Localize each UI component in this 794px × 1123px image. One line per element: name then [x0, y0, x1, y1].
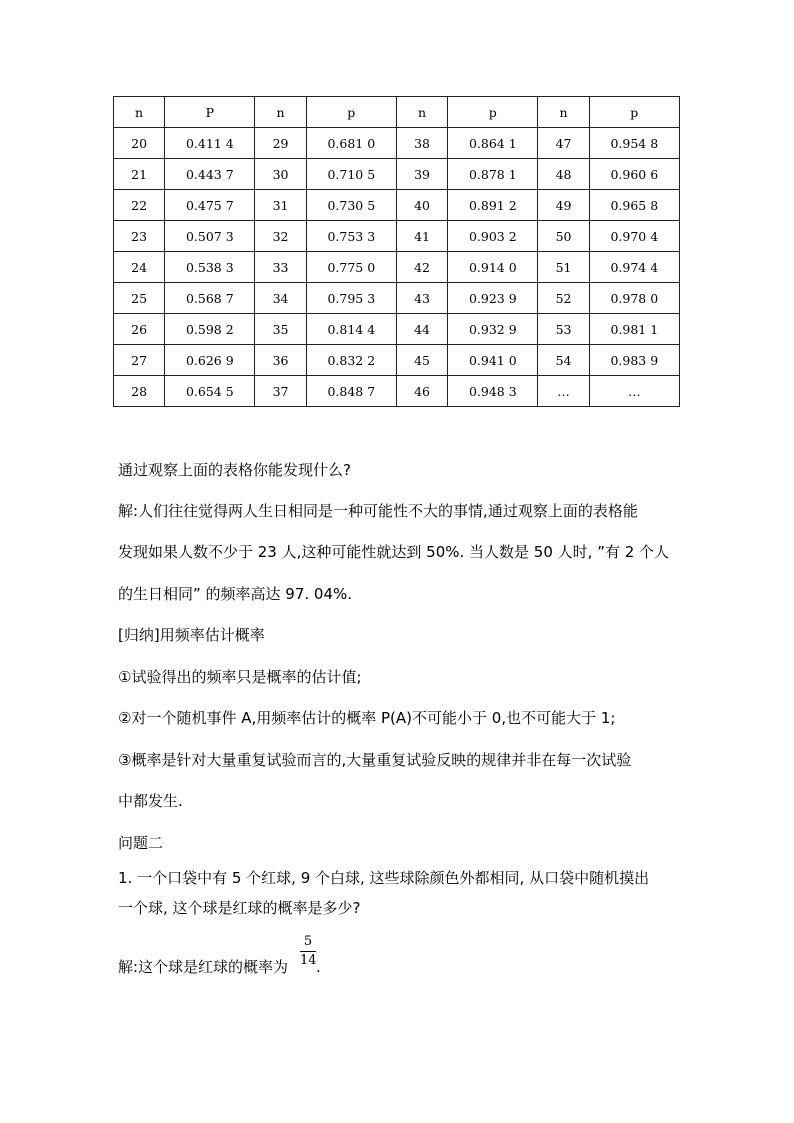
table-cell: 0.923 9	[448, 283, 538, 314]
table-header-cell: n	[255, 97, 306, 128]
table-cell: 0.954 8	[589, 128, 679, 159]
table-row	[114, 376, 680, 407]
table-cell: 0.795 3	[306, 283, 396, 314]
table-cell: 0.507 3	[165, 221, 255, 252]
table-cell: 26	[114, 314, 165, 345]
table-header-cell: p	[448, 97, 538, 128]
table-cell: 42	[396, 252, 447, 283]
table-cell: 0.948 3	[448, 376, 538, 407]
table-cell: 0.598 2	[165, 314, 255, 345]
table-cell: 0.932 9	[448, 314, 538, 345]
table-cell: 54	[538, 345, 589, 376]
table-cell: 36	[255, 345, 306, 376]
table-cell: 0.978 0	[589, 283, 679, 314]
summary-title: [归纳]用频率估计概率	[118, 626, 265, 644]
table-header-cell: P	[165, 97, 255, 128]
table-cell: 0.903 2	[448, 221, 538, 252]
table-cell: 0.914 0	[448, 252, 538, 283]
table-cell: 35	[255, 314, 306, 345]
table-cell: 34	[255, 283, 306, 314]
table-cell: …	[538, 376, 589, 407]
fraction-denominator: 14	[300, 953, 317, 968]
table-cell: 45	[396, 345, 447, 376]
table-cell: 0.981 1	[589, 314, 679, 345]
probability-fraction	[300, 934, 316, 969]
summary-point-2: ②对一个随机事件 A,用频率估计的概率 P(A)不可能小于 0,也不可能大于 1;	[118, 709, 616, 727]
table-cell: 0.965 8	[589, 190, 679, 221]
table-cell: 30	[255, 159, 306, 190]
table-cell: 0.654 5	[165, 376, 255, 407]
fraction-bar	[300, 951, 316, 952]
table-cell: 46	[396, 376, 447, 407]
table-cell: 20	[114, 128, 165, 159]
table-cell: 25	[114, 283, 165, 314]
table-cell: 0.475 7	[165, 190, 255, 221]
problem-2-title: 问题二	[118, 834, 164, 852]
table-header-cell: n	[396, 97, 447, 128]
table-cell: 0.538 3	[165, 252, 255, 283]
table-cell: 49	[538, 190, 589, 221]
table-header-cell: n	[114, 97, 165, 128]
table-row	[114, 252, 680, 283]
table-cell: 0.443 7	[165, 159, 255, 190]
table-cell: 0.730 5	[306, 190, 396, 221]
table-cell: 0.775 0	[306, 252, 396, 283]
solution-period: .	[316, 958, 321, 976]
question-text: 通过观察上面的表格你能发现什么?	[118, 461, 351, 479]
table-cell: 37	[255, 376, 306, 407]
answer-line-1: 解:人们往往觉得两人生日相同是一种可能性不大的事情,通过观察上面的表格能	[118, 502, 638, 520]
table-cell: 0.970 4	[589, 221, 679, 252]
table-row	[114, 221, 680, 252]
table-cell: 52	[538, 283, 589, 314]
table-cell: 51	[538, 252, 589, 283]
table-row	[114, 314, 680, 345]
table-cell: 0.960 6	[589, 159, 679, 190]
summary-point-1: ①试验得出的频率只是概率的估计值;	[118, 668, 362, 686]
table-cell: 43	[396, 283, 447, 314]
table-cell: 0.878 1	[448, 159, 538, 190]
table-cell: …	[589, 376, 679, 407]
table-cell: 27	[114, 345, 165, 376]
table-cell: 0.681 0	[306, 128, 396, 159]
table-row	[114, 159, 680, 190]
table-cell: 29	[255, 128, 306, 159]
table-cell: 39	[396, 159, 447, 190]
solution-text: 解:这个球是红球的概率为	[118, 958, 289, 976]
table-row	[114, 345, 680, 376]
table-header-cell: p	[306, 97, 396, 128]
table-cell: 44	[396, 314, 447, 345]
table-cell: 33	[255, 252, 306, 283]
table-cell: 53	[538, 314, 589, 345]
table-cell: 32	[255, 221, 306, 252]
table-header-row	[114, 97, 680, 128]
table-cell: 24	[114, 252, 165, 283]
answer-line-2: 发现如果人数不少于 23 人,这种可能性就达到 50%. 当人数是 50 人时, ”有 2 个人	[118, 543, 670, 561]
table-cell: 0.832 2	[306, 345, 396, 376]
table-body	[114, 97, 680, 407]
table-cell: 22	[114, 190, 165, 221]
table-row	[114, 128, 680, 159]
problem-2-line-1: 1. 一个口袋中有 5 个红球, 9 个白球, 这些球除颜色外都相同, 从口袋中随机摸出	[118, 869, 650, 887]
table-cell: 28	[114, 376, 165, 407]
problem-2-line-2: 一个球, 这个球是红球的概率是多少?	[118, 899, 361, 917]
table-cell: 0.568 7	[165, 283, 255, 314]
table-cell: 0.864 1	[448, 128, 538, 159]
table-cell: 31	[255, 190, 306, 221]
summary-point-3-line-1: ③概率是针对大量重复试验而言的,大量重复试验反映的规律并非在每一次试验	[118, 751, 632, 769]
table-cell: 0.753 3	[306, 221, 396, 252]
table-cell: 0.891 2	[448, 190, 538, 221]
table-cell: 0.626 9	[165, 345, 255, 376]
table-cell: 0.814 4	[306, 314, 396, 345]
fraction-numerator: 5	[303, 934, 313, 949]
table-row	[114, 283, 680, 314]
summary-point-3-line-2: 中都发生.	[118, 792, 183, 810]
table-cell: 0.974 4	[589, 252, 679, 283]
table-cell: 0.411 4	[165, 128, 255, 159]
table-cell: 0.848 7	[306, 376, 396, 407]
table-cell: 41	[396, 221, 447, 252]
table-cell: 40	[396, 190, 447, 221]
answer-line-3: 的生日相同” 的频率高达 97. 04%.	[118, 585, 353, 603]
table-cell: 23	[114, 221, 165, 252]
table-cell: 38	[396, 128, 447, 159]
table-cell: 0.983 9	[589, 345, 679, 376]
table-cell: 0.710 5	[306, 159, 396, 190]
probability-table	[113, 96, 680, 407]
table-cell: 50	[538, 221, 589, 252]
table-header-cell: n	[538, 97, 589, 128]
table-row	[114, 190, 680, 221]
table-cell: 47	[538, 128, 589, 159]
table-cell: 48	[538, 159, 589, 190]
table-cell: 0.941 0	[448, 345, 538, 376]
table-header-cell: p	[589, 97, 679, 128]
table-cell: 21	[114, 159, 165, 190]
